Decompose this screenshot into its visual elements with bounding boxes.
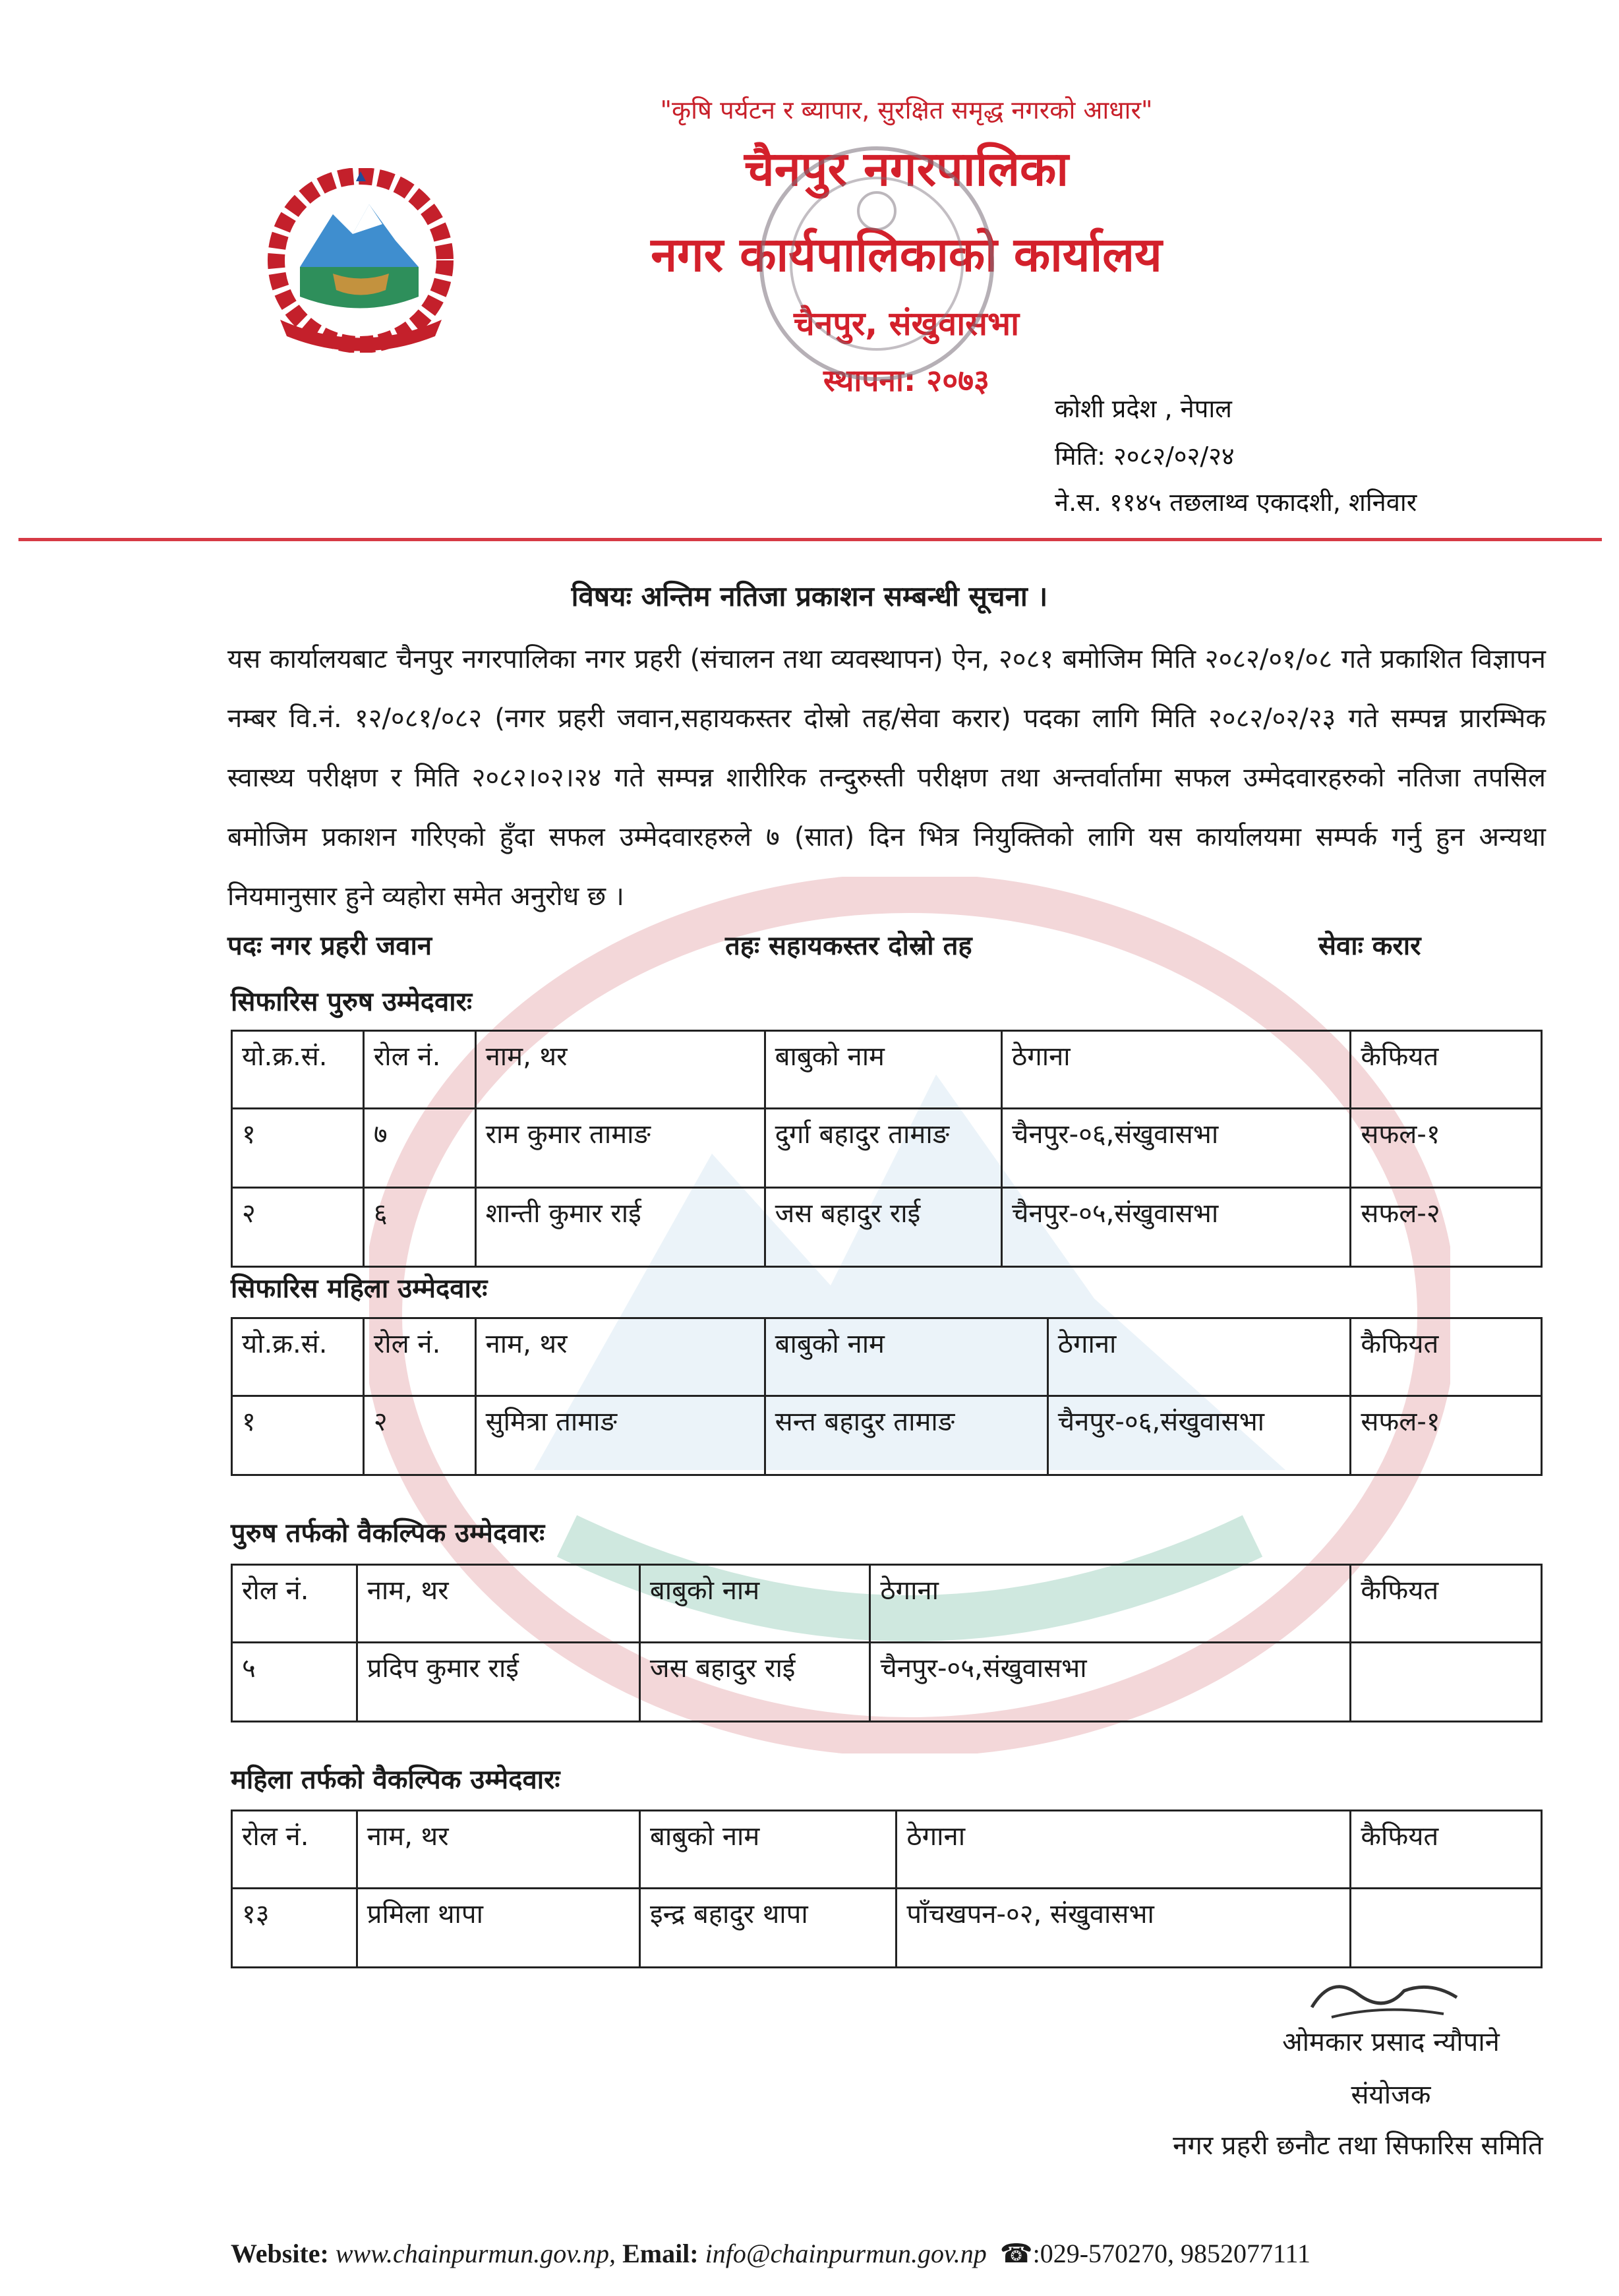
signatory-committee: नगर प्रहरी छनौट तथा सिफारिस समिति [1173,2131,1543,2161]
cell: दुर्गा बहादुर तामाङ [765,1109,1001,1188]
cell: चैनपुर-०६,संखुवासभा [1047,1396,1351,1475]
cell: प्रदिप कुमार राई [357,1643,639,1722]
cell: ६ [363,1188,475,1267]
email-link[interactable]: info@chainpurmun.gov.np [705,2239,987,2268]
post-level: तहः सहायकस्तर दोस्रो तह [725,931,972,961]
cell: २ [232,1188,364,1267]
header-cell: रोल नं. [363,1031,475,1109]
cell: राम कुमार तामाङ [475,1109,765,1188]
female-recommended-table [231,1317,1543,1476]
table-row [232,1643,1542,1722]
notice-body: यस कार्यालयबाट चैनपुर नगरपालिका नगर प्रहरी (संचालन तथा व्यवस्थापन) ऐन, २०८१ बमोजिम मिति २०८२/०१/०८ गते प्रकाशित विज्ञापन नम्बर वि.नं. १२/०८१/०८२ (नगर प्रहरी जवान,सहायकस्तर दोस्रो तह/सेवा करार) पदका लागि मिति २०८२/०२/२३ गते सम्पन्न प्रारम्भिक स्वास्थ्य परीक्षण र मिति २०८२।०२।२४ गते सम्पन्न शारीरिक तन्दुरुस्ती परीक्षण तथा अन्तर्वार्तामा सफल उम्मेदवारहरुको नतिजा तपसिल बमोजिम प्रकाशन गरिएको हुँदा सफल उम्मेदवारहरुले ७ (सात) दिन भित्र नियुक्तिको लागि यस कार्यालयमा सम्पर्क गर्नु हुन अन्यथा नियमानुसार हुने व्यहोरा समेत अनुरोध छ । [227,644,1546,912]
header-cell: बाबुको नाम [640,1811,897,1889]
header-cell: बाबुको नाम [765,1318,1047,1396]
table-row [232,1889,1542,1968]
female-alternate-table [231,1810,1543,1968]
cell: १ [232,1109,364,1188]
header-cell: कैफियत [1351,1318,1542,1396]
table-header-row [232,1565,1542,1643]
cell: २ [363,1396,475,1475]
office-name: नगर कार्यपालिकाको कार्यालय [651,227,1162,282]
header-cell: नाम, थर [475,1318,765,1396]
male-alternate-title: पुरुष तर्फको वैकल्पिक उम्मेदवारः [231,1518,545,1548]
table-header-row [232,1031,1542,1109]
header-cell: रोल नं. [232,1811,357,1889]
header-divider [18,538,1602,541]
cell: जस बहादुर राई [639,1643,869,1722]
male-recommended-table [231,1030,1543,1268]
header-cell: ठेगाना [897,1811,1351,1889]
male-recommended-title: सिफारिस पुरुष उम्मेदवारः [231,987,473,1017]
office-place: चैनपुर, संखुवासभा [793,305,1020,343]
header-cell: कैफियत [1351,1565,1542,1643]
male-alternate-table [231,1564,1543,1722]
cell: सन्त बहादुर तामाङ [765,1396,1047,1475]
cell: जस बहादुर राई [765,1188,1001,1267]
cell: पाँचखपन-०२, संखुवासभा [897,1889,1351,1968]
website-label: Website: [231,2239,329,2268]
header-cell: यो.क्र.सं. [232,1318,364,1396]
post-service: सेवाः करार [1318,931,1421,961]
cell: चैनपुर-०५,संखुवासभा [870,1643,1351,1722]
cell: चैनपुर-०५,संखुवासभा [1001,1188,1350,1267]
motto: "कृषि पर्यटन र ब्यापार, सुरक्षित समृद्ध नगरको आधार" [660,96,1153,125]
cell: चैनपुर-०६,संखुवासभा [1001,1109,1350,1188]
header-cell: कैफियत [1351,1811,1542,1889]
footer-contact [231,2238,1310,2269]
header-cell: ठेगाना [870,1565,1351,1643]
notice-subject: विषयः अन्तिम नतिजा प्रकाशन सम्बन्धी सूचना । [571,580,1048,612]
header-cell: ठेगाना [1001,1031,1350,1109]
header-cell: बाबुको नाम [765,1031,1001,1109]
handwritten-signature [1305,1968,1463,2027]
table-row [232,1396,1542,1475]
table-row [232,1109,1542,1188]
government-emblem [254,168,468,353]
female-recommended-title: सिफारिस महिला उम्मेदवारः [231,1274,488,1304]
cell: सफल-१ [1351,1109,1542,1188]
cell: १ [232,1396,364,1475]
cell: ७ [363,1109,475,1188]
signatory-designation: संयोजक [1351,2080,1431,2110]
cell: १३ [232,1889,357,1968]
header-cell: रोल नं. [232,1565,357,1643]
website-link[interactable]: www.chainpurmun.gov.np, [335,2239,616,2268]
female-alternate-title: महिला तर्फको वैकल्पिक उम्मेदवारः [231,1765,560,1795]
province: कोशी प्रदेश , नेपाल [1055,394,1232,423]
signatory-name: ओमकार प्रसाद न्यौपाने [1282,2027,1500,2057]
post-position: पदः नगर प्रहरी जवान [227,931,432,961]
office-seal-stamp [745,132,1009,396]
phone-icon: ☎ [999,2239,1033,2268]
cell: शान्ती कुमार राई [475,1188,765,1267]
cell: इन्द्र बहादुर थापा [640,1889,897,1968]
header-cell: रोल नं. [363,1318,475,1396]
phone-numbers: :029-570270, 9852077111 [1032,2239,1311,2268]
header-cell: नाम, थर [475,1031,765,1109]
header-cell: कैफियत [1351,1031,1542,1109]
cell [1351,1889,1542,1968]
cell: सफल-२ [1351,1188,1542,1267]
header-cell: यो.क्र.सं. [232,1031,364,1109]
cell [1351,1643,1542,1722]
cell: सुमित्रा तामाङ [475,1396,765,1475]
email-label: Email: [622,2239,699,2268]
header-cell: नाम, थर [357,1565,639,1643]
table-header-row [232,1318,1542,1396]
nepal-sambat-date: ने.स. ११४५ तछलाथ्व एकादशी, शनिवार [1055,488,1417,517]
cell: प्रमिला थापा [357,1889,639,1968]
letter-date: मिति: २०८२/०२/२४ [1055,442,1235,471]
header-cell: नाम, थर [357,1811,639,1889]
header-cell: ठेगाना [1047,1318,1351,1396]
municipality-name: चैनपुर नगरपालिका [744,141,1069,196]
table-header-row [232,1811,1542,1889]
established-year: स्थापना: २०७३ [823,363,989,398]
cell: ५ [232,1643,357,1722]
table-row [232,1188,1542,1267]
header-cell: बाबुको नाम [639,1565,869,1643]
cell: सफल-१ [1351,1396,1542,1475]
